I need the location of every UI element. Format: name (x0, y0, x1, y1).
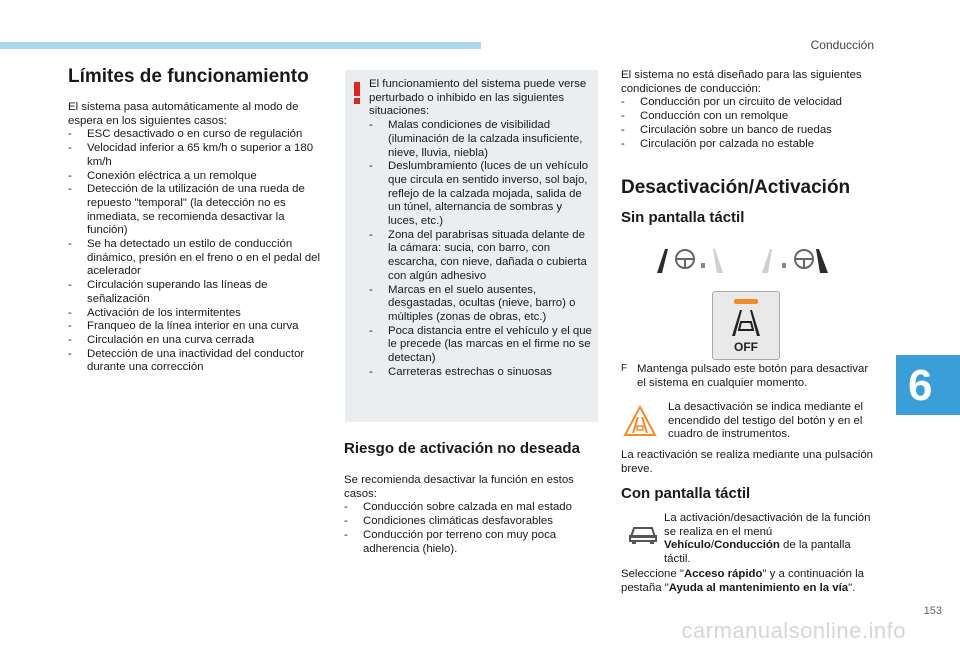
list-item: - Poca distancia entre el vehículo y el que le precede (las marcas en el firme no se detectan) (369, 325, 595, 366)
list-item: - Carreteras estrechas o sinuosas (369, 366, 595, 380)
deactivation-title: Desactivación/Activación (621, 177, 851, 198)
reactivation-text: La reactivación se realiza mediante una pulsación breve. (621, 449, 874, 475)
list-item: - Zona del parabrisas situada delante de la cámara: sucia, con barro, con escarcha, con nieve, dañada o cubierta con algún adhesivo (369, 229, 595, 284)
unwanted-intro: Se recomienda desactivar la función en estos casos: (344, 474, 574, 500)
list-item: - Detección de la utilización de una rueda de repuesto "temporal" (la detección no es inmediata, se recomienda desactivar la función) (68, 183, 323, 238)
indicator-text: La desactivación se indica mediante el encendido del testigo del botón y en el cuadro de instrumentos. (668, 401, 864, 441)
list-item: - Conducción por terreno con muy poca adherencia (hielo). (344, 529, 594, 556)
list-item: - Activación de los intermitentes (68, 307, 323, 321)
chapter-tab (896, 355, 960, 415)
section-title: Conducción (810, 38, 874, 52)
unwanted-list (344, 501, 594, 556)
select-text-1: Seleccione " (621, 568, 684, 580)
exclamation-icon (350, 82, 364, 104)
list-item: - Condiciones climáticas desfavorables (344, 515, 594, 529)
indicator-led (734, 299, 758, 304)
not-designed-intro: El sistema no está diseñado para las siguientes condiciones de conducción: (621, 69, 862, 95)
unwanted-title: Riesgo de activación no deseada (344, 440, 580, 457)
lane-assist-right-icon (758, 247, 828, 273)
press-instruction: Mantenga pulsado este botón para desactivar el sistema en cualquier momento. (637, 363, 869, 389)
touch-title: Con pantalla táctil (621, 485, 751, 502)
list-item: - Conexión eléctrica a un remolque (68, 170, 323, 184)
quick-access-label: Acceso rápido (683, 568, 763, 580)
chapter-number: 6 (908, 361, 933, 410)
limits-intro: El sistema pasa automáticamente al modo de espera en los siguientes casos: (68, 101, 299, 127)
select-text-2: " y a continuación la pestaña " (621, 568, 864, 594)
select-text (621, 568, 886, 595)
list-item: - Velocidad inferior a 65 km/h o superior a 180 km/h (68, 142, 323, 169)
warning-list (369, 119, 595, 379)
list-item: - Marcas en el suelo ausentes, desgastadas, ocultas (nieve, barro) o múltiples (zonas de obras, etc.) (369, 284, 595, 325)
touchscreen-car-icon (628, 523, 658, 545)
watermark: carmanualsonline.info (681, 618, 906, 643)
page-number: 153 (923, 605, 942, 617)
limits-list (68, 128, 323, 375)
warning-intro: El funcionamiento del sistema puede verse perturbado o inhibido en las siguientes situaciones: (369, 78, 587, 118)
lane-warning-triangle-icon (623, 405, 657, 437)
touch-text (664, 512, 879, 567)
lane-assist-left-icon (657, 247, 727, 273)
lane-car-icon (730, 310, 762, 336)
list-item: - Conducción por un circuito de velocidad (621, 96, 886, 110)
list-item: - Malas condiciones de visibilidad (iluminación de la calzada insuficiente, nieve, lluvia, niebla) (369, 119, 595, 160)
list-item: - Franqueo de la línea interior en una curva (68, 320, 323, 334)
menu-slash: / (710, 539, 715, 552)
limits-text (68, 101, 323, 375)
touch-text-before: La activación/desactivación de la función se realiza en el menú (664, 512, 871, 538)
bullet-symbol: F (621, 363, 628, 374)
list-item: - Circulación en una curva cerrada (68, 334, 323, 348)
lane-keeping-tab-label: Ayuda al mantenimiento en la vía (668, 581, 849, 594)
not-designed-text (621, 69, 886, 151)
list-item: - Detección de una inactividad del conductor durante una corrección (68, 348, 323, 375)
list-item: - ESC desactivado o en curso de regulación (68, 128, 323, 142)
list-item: - Conducción sobre calzada en mal estado (344, 501, 594, 515)
list-item: - Conducción con un remolque (621, 110, 886, 124)
header-accent-bar (0, 42, 481, 49)
list-item: - Deslumbramiento (luces de un vehículo que circula en sentido inverso, sol bajo, reflejo de la calzada mojada, salida de un túnel, alternancia de sombras y luces, etc.) (369, 160, 595, 229)
list-item: - Se ha detectado un estilo de conducción dinámico, presión en el freno o en el pedal del acelerador (68, 238, 323, 279)
touch-text-after: de la pantalla táctil. (664, 539, 851, 566)
list-item: - Circulación superando las líneas de señalización (68, 279, 323, 306)
lane-assist-off-button (712, 291, 780, 360)
select-text-3: ". (848, 581, 856, 594)
not-designed-list (621, 96, 886, 151)
list-item: - Circulación sobre un banco de ruedas (621, 124, 886, 138)
menu-vehiculo: Vehículo (664, 539, 711, 552)
menu-conduccion: Conducción (714, 539, 780, 552)
off-label: OFF (734, 340, 758, 354)
unwanted-text (344, 474, 594, 556)
warning-text (369, 78, 595, 379)
no-touch-title: Sin pantalla táctil (621, 209, 745, 226)
list-item: - Circulación por calzada no estable (621, 138, 886, 152)
limits-title: Límites de funcionamiento (68, 66, 309, 87)
